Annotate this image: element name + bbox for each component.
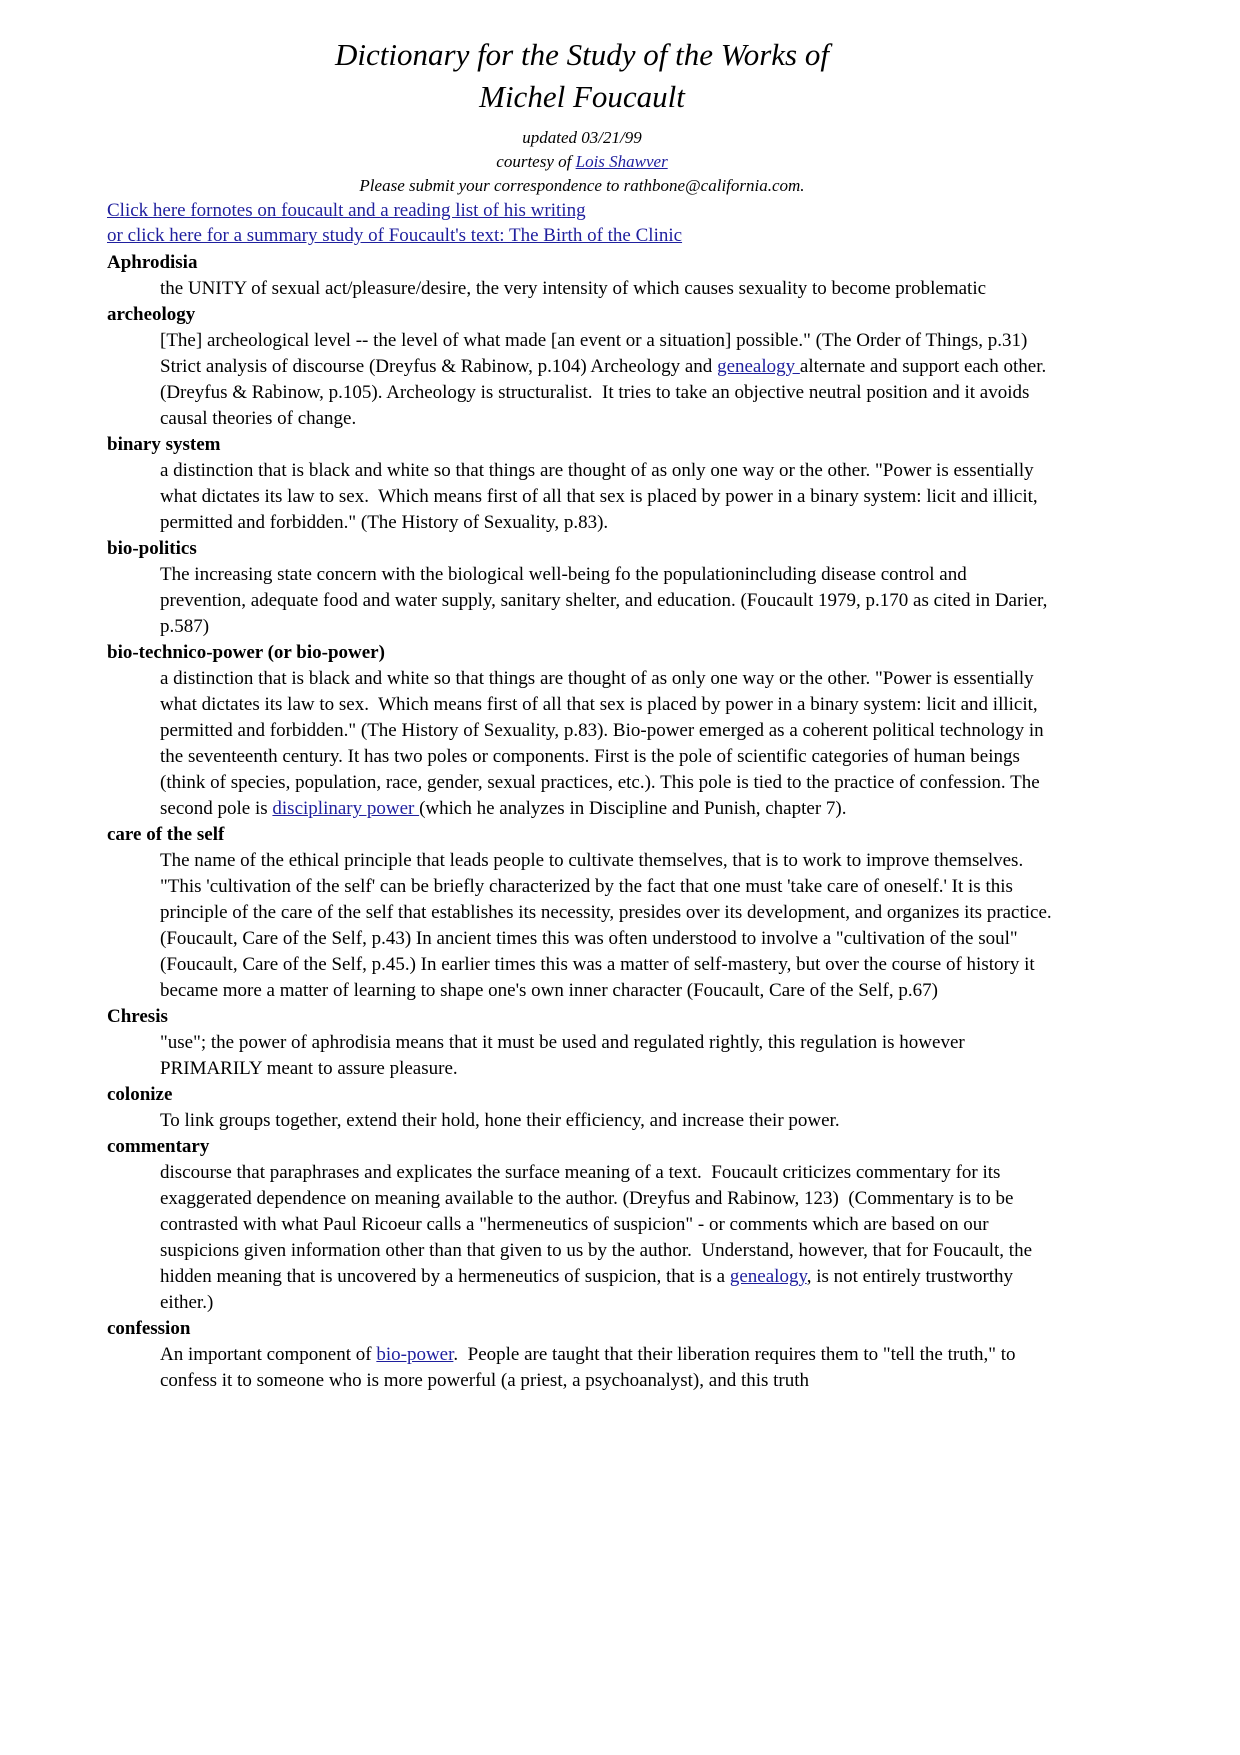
entry-term: archeology [107, 304, 196, 325]
title-line-2: Michel Foucault [479, 79, 685, 114]
genealogy-link[interactable]: genealogy [717, 356, 800, 377]
entry-term: bio-politics [107, 538, 197, 559]
entries-list [107, 250, 1057, 1394]
entry-definition: The increasing state concern with the biological well-being fo the populationincluding disease control and prevention, adequate food and water supply, sanitary shelter, and education. (Foucault 1979, p.170 as cited in Darier, p.587) [160, 564, 1053, 637]
entry-term: Aphrodisia [107, 252, 198, 273]
entry-term: colonize [107, 1084, 173, 1105]
lois-shawver-link[interactable]: Lois Shawver [575, 152, 668, 171]
entry-term: commentary [107, 1136, 210, 1157]
entry-definition: a distinction that is black and white so that things are thought of as only one way or the other. "Power is essentially what dictates its law to sex. Which means first of all that sex is placed by power in a binary system: licit and illicit, permitted and forbidden." (The History of Sexuality, p.83). Bio-power emerged as a coherent political technology in the seventeenth century. It has two poles or components. First is the pole of scientific categories of human beings (think of species, population, race, gender, sexual practices, etc.). This pole is tied to the practice of confession. The second pole is disciplinary power (which he analyzes in Discipline and Punish, chapter 7). [160, 668, 1049, 819]
bio-power-link[interactable]: bio-power [376, 1344, 454, 1365]
notes-reading-list-link[interactable]: Click here fornotes on foucault and a reading list of his writing [107, 200, 586, 221]
nav-link-row-2 [107, 223, 1057, 248]
page-title [107, 34, 1057, 118]
entry-term: Chresis [107, 1006, 168, 1027]
entry-definition: the UNITY of sexual act/pleasure/desire, the very intensity of which causes sexuality to become problematic [160, 278, 987, 299]
entry-definition: [The] archeological level -- the level of what made [an event or a situation] possible." (The Order of Things, p.31) Strict analysis of discourse (Dreyfus & Rabinow, p.104) Archeology and genealogy alternate and support each other.(Dreyfus & Rabinow, p.105). Archeology is structuralist. It tries to take an objective neutral position and it avoids causal theories of change. [160, 330, 1047, 429]
entry-term: bio-technico-power (or bio-power) [107, 642, 385, 663]
entry-term: care of the self [107, 824, 225, 845]
submit-note: Please submit your correspondence to rathbone@california.com. [359, 176, 805, 195]
entry-definition: a distinction that is black and white so that things are thought of as only one way or the other. "Power is essentially what dictates its law to sex. Which means first of all that sex is placed by power in a binary system: licit and illicit, permitted and forbidden." (The History of Sexuality, p.83). [160, 460, 1043, 533]
nav-link-row-1 [107, 198, 1057, 223]
courtesy-line [107, 150, 1057, 174]
entry-definition: The name of the ethical principle that leads people to cultivate themselves, that is to work to improve themselves. [160, 850, 1024, 871]
title-line-1: Dictionary for the Study of the Works of [335, 37, 829, 72]
disciplinary-power-link[interactable]: disciplinary power [272, 798, 420, 819]
courtesy-prefix: courtesy of [496, 152, 576, 171]
entry-definition: "use"; the power of aphrodisia means that it must be used and regulated rightly, this regulation is however PRIMARILY meant to assure pleasure. [160, 1032, 970, 1079]
entry-definition: "This 'cultivation of the self' can be briefly characterized by the fact that one must 'take care of oneself.' It is this principle of the care of the self that establishes its necessity, presides over its development, and organizes its practice.(Foucault, Care of the Self, p.43) In ancient times this was often understood to involve a "cultivation of the soul" (Foucault, Care of the Self, p.45.) In earlier times this was a matter of self-mastery, but over the course of history it became more a matter of learning to shape one's own inner character (Foucault, Care of the Self, p.67) [160, 876, 1052, 1001]
entry-definition: discourse that paraphrases and explicates the surface meaning of a text. Foucault criticizes commentary for its exaggerated dependence on meaning available to the author. (Dreyfus and Rabinow, 123) (Commentary is to be contrasted with what Paul Ricoeur calls a "hermeneutics of suspicion" - or comments which are based on our suspicions given information other than that given to us by the author. Understand, however, that for Foucault, the hidden meaning that is uncovered by a hermeneutics of suspicion, that is a genealogy, is not entirely trustworthy either.) [160, 1162, 1037, 1313]
page-content [107, 0, 1057, 1394]
entry-definition: To link groups together, extend their hold, hone their efficiency, and increase their power. [160, 1110, 840, 1131]
entry-term: binary system [107, 434, 221, 455]
genealogy-link[interactable]: genealogy [729, 1266, 807, 1287]
entry-term: confession [107, 1318, 191, 1339]
birth-of-clinic-link[interactable]: or click here for a summary study of Foucault's text: The Birth of the Clinic [107, 225, 683, 246]
entry-definition: An important component of bio-power. People are taught that their liberation requires them to "tell the truth," to confess it to someone who is more powerful (a priest, a psychoanalyst), and this truth [160, 1344, 1021, 1391]
updated-date: updated 03/21/99 [522, 128, 642, 147]
